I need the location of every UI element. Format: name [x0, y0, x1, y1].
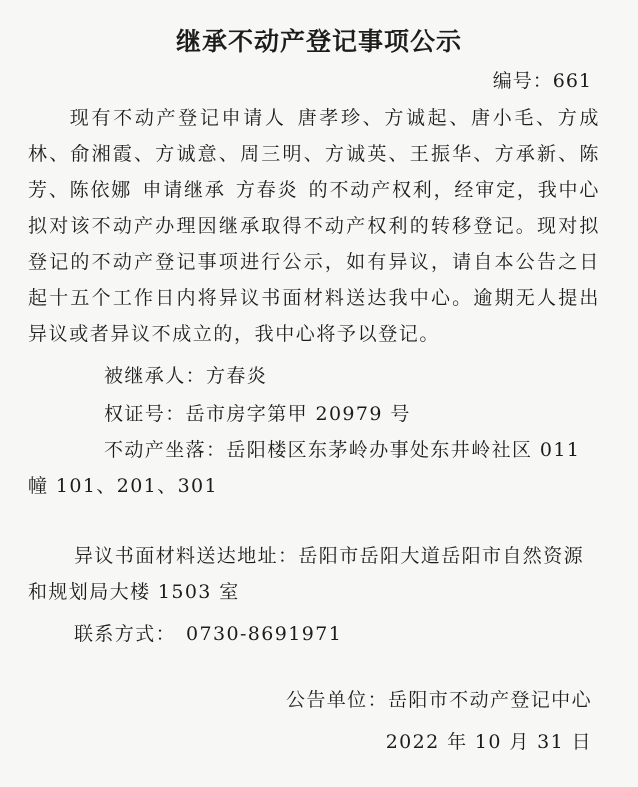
body-apply: 申请继承	[142, 179, 226, 201]
issuer-value: 岳阳市不动产登记中心	[387, 689, 592, 711]
decedent-line	[104, 358, 267, 394]
notice-body	[28, 100, 600, 352]
body-rest: 的不动产权利，经审定，我中心拟对该不动产办理因继承取得不动产权利的转移登记。现对拟登记的不动产登记事项进行公示，如有异议，请自本公告之日起十五个工作日内将异议书面材料送达我中心。逾期无人提出异议或者异议不成立的，我中心将予以登记。	[28, 179, 600, 345]
decedent-value: 方春炎	[206, 365, 268, 387]
contact-line	[74, 616, 342, 652]
body-intro: 现有不动产登记申请人	[69, 107, 287, 129]
applicant-list: 唐孝珍、方诚起、唐小毛、方成林、俞湘霞、方诚意、周三明、方诚英、王振华、方承新、陈芳、陈依娜	[28, 107, 600, 201]
address-value: 岳阳市岳阳大道岳阳市自然资源和规划局大楼 1503 室	[28, 545, 585, 603]
certificate-value: 岳市房字第甲 20979 号	[185, 403, 411, 425]
address-label: 异议书面材料送达地址：	[74, 545, 299, 567]
address-line	[28, 538, 600, 610]
contact-label: 联系方式：	[74, 623, 177, 645]
decedent-label: 被继承人：	[104, 365, 207, 387]
number-value: 661	[552, 70, 592, 92]
decedent-inline: 方春炎	[235, 179, 299, 201]
certificate-line	[104, 396, 411, 432]
notice-date: 2022 年 10 月 31 日	[385, 731, 592, 753]
issuer-label: 公告单位：	[285, 689, 388, 711]
contact-value: 0730-8691971	[186, 623, 343, 645]
certificate-label: 权证号：	[104, 403, 186, 425]
notice-number	[493, 66, 592, 93]
location-value: 岳阳楼区东茅岭办事处东井岭社区 011 幢 101、201、301	[28, 439, 581, 497]
notice-title: 继承不动产登记事项公示	[175, 27, 462, 56]
location-line	[28, 432, 600, 504]
issuer-line	[286, 682, 592, 718]
location-label: 不动产坐落：	[104, 439, 227, 461]
number-label: 编号：	[492, 70, 553, 92]
